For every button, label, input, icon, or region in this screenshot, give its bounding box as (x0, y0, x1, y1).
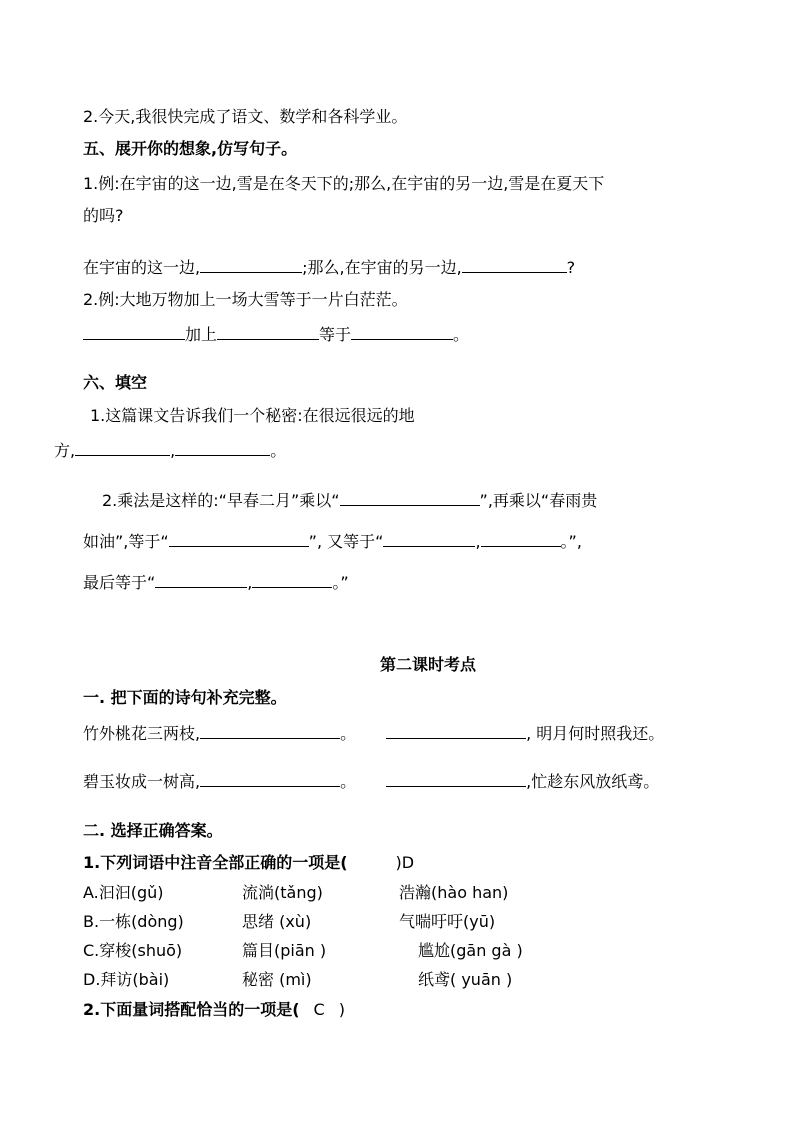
l2-s1-r1-text-b: 。 (340, 724, 357, 743)
l2-q1-answer: )D (395, 853, 415, 872)
s6-q1-blank-2[interactable] (175, 439, 270, 456)
s6-q1-blank-1[interactable] (75, 439, 170, 456)
s6-q2-text-f: 。”, (560, 532, 582, 551)
l2-q2-close: ) (338, 1000, 345, 1019)
l2-q1-option-c-3: 尴尬(gān gà ) (418, 941, 523, 960)
l2-s1-r2-text-a: 碧玉妆成一树高, (83, 772, 201, 791)
s5-q2-blank-1[interactable] (83, 323, 185, 340)
s5-q1-example-line1: 1.例:在宇宙的这一边,雪是在冬天下的;那么,在宇宙的另一边,雪是在夏天下 (83, 174, 605, 193)
s6-q2-blank-6[interactable] (252, 571, 332, 588)
s6-q2-line1 (102, 489, 597, 512)
l2-q1-option-a-2: 流淌(tǎng) (242, 883, 323, 902)
l2-q1-option-d-2: 秘密 (mì) (242, 970, 312, 989)
l2-q1-option-d-3: 纸鸢( yuān ) (418, 970, 513, 989)
s5-q1-blank-1[interactable] (200, 256, 302, 273)
s6-q1-comma: , (170, 441, 176, 460)
l2-q1-option-b-2: 思绪 (xù) (242, 912, 312, 931)
s6-q2-blank-5[interactable] (155, 571, 247, 588)
s6-q2-text-i: 。” (332, 573, 349, 592)
s5-q2-example: 2.例:大地万物加上一场大雪等于一片白茫茫。 (83, 290, 408, 309)
l2-q2-answer: C (313, 1000, 325, 1019)
l2-q1-option-b-1: B.一栋(dòng) (83, 912, 184, 931)
l2-s1-row-1 (83, 722, 664, 745)
s5-q2-equals: 等于 (319, 325, 352, 344)
s5-heading: 五、展开你的想象,仿写句子。 (83, 139, 298, 158)
l2-s1-r1-text-c: , 明月何时照我还。 (526, 724, 665, 743)
s5-q2-plus: 加上 (185, 325, 218, 344)
s6-q2-text-c: 如油”,等于“ (83, 532, 169, 551)
s6-q2-text-e: , (475, 532, 481, 551)
l2-q1-option-c-2: 篇目(piān ) (242, 941, 327, 960)
s5-q1-text-a: 在宇宙的这一边, (83, 258, 201, 277)
s5-q1-text-b: ;那么,在宇宙的另一边, (302, 258, 462, 277)
l2-s1-row-2 (83, 770, 659, 793)
l2-q1-option-a-3: 浩瀚(hào han) (399, 883, 509, 902)
s6-heading: 六、填空 (83, 373, 148, 392)
s5-q2-end: 。 (453, 325, 470, 344)
s6-q2-blank-1[interactable] (340, 489, 480, 506)
s5-q1-example-line2: 的吗? (83, 206, 124, 225)
s6-q2-text-b: ”,再乘以“春雨贵 (479, 491, 598, 510)
l2-s1-r2-blank-2[interactable] (386, 770, 526, 787)
s6-q2-line2 (83, 530, 582, 553)
l2-q1-option-b-3: 气喘吁吁(yū) (399, 912, 496, 931)
l2-s1-r2-text-c: ,忙趁东风放纸鸢。 (526, 772, 660, 791)
s6-q1-line2 (54, 439, 286, 462)
l2-q2-question: 2.下面量词搭配恰当的一项是( (83, 1000, 300, 1019)
s6-q1-line1: 1.这篇课文告诉我们一个秘密:在很远很远的地 (90, 406, 415, 425)
l2-s1-r1-blank-2[interactable] (386, 722, 526, 739)
s6-q1-end: 。 (270, 441, 287, 460)
l2-s1-r1-text-a: 竹外桃花三两枝, (83, 724, 201, 743)
s5-q2-fill-line (83, 323, 469, 346)
s6-q2-line3 (83, 571, 349, 594)
l2-q1-option-d-1: D.拜访(bài) (83, 970, 170, 989)
l2-q1-option-c-1: C.穿梭(shuō) (83, 941, 183, 960)
l2-q1-question: 1.下列词语中注音全部正确的一项是( (83, 853, 348, 872)
s6-q2-blank-4[interactable] (481, 530, 561, 547)
l2-q1-option-a-1: A.汩汩(gǔ) (83, 883, 164, 902)
lesson2-title: 第二课时考点 (380, 655, 477, 674)
s5-q1-text-c: ? (566, 258, 576, 277)
s5-q2-blank-2[interactable] (217, 323, 319, 340)
s6-q2-text-a: 2.乘法是这样的:“早春二月”乘以“ (102, 491, 340, 510)
s6-q2-text-d: ”, 又等于“ (308, 532, 384, 551)
l2-q2 (83, 999, 345, 1021)
s6-q2-text-h: , (247, 573, 253, 592)
l2-s1-r2-text-b: 。 (340, 772, 357, 791)
s5-q1-blank-2[interactable] (462, 256, 567, 273)
s6-q2-blank-3[interactable] (383, 530, 475, 547)
s6-q2-text-g: 最后等于“ (83, 573, 156, 592)
l2-s1-heading: 一. 把下面的诗句补充完整。 (83, 688, 287, 707)
s5-q1-fill-line (83, 256, 575, 279)
l2-s2-heading: 二. 选择正确答案。 (83, 821, 223, 840)
s6-q1-text-start: 方, (54, 441, 76, 460)
s5-q2-blank-3[interactable] (351, 323, 453, 340)
l2-s1-r2-blank-1[interactable] (200, 770, 340, 787)
l2-q1 (83, 852, 414, 874)
l2-s1-r1-blank-1[interactable] (200, 722, 340, 739)
s6-q2-blank-2[interactable] (169, 530, 309, 547)
s4-item-2: 2.今天,我很快完成了语文、数学和各科学业。 (83, 107, 408, 126)
